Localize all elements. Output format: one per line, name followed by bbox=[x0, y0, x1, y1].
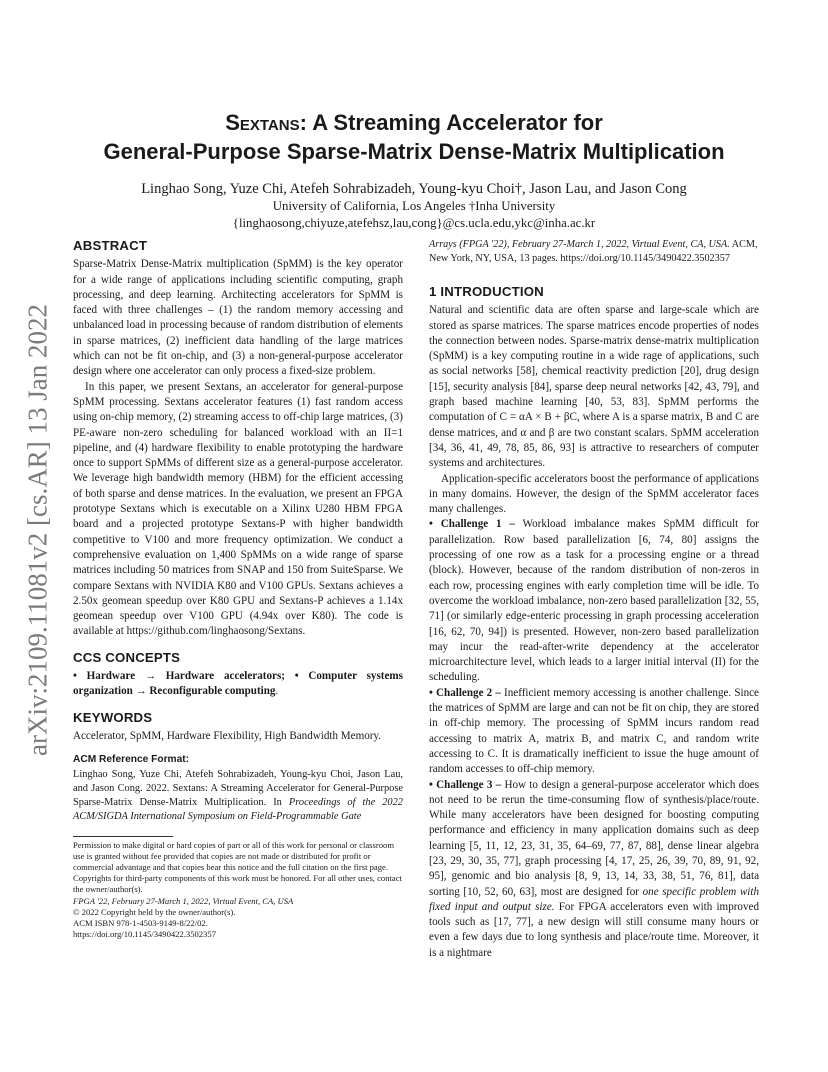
permission-notice: Permission to make digital or hard copies of part or all of this work for personal or classroom use is granted without fee provided that copies are not made or distributed for profit or commercial advantage and that copies bear this notice and the full citation on the first page. Copyrights for third-party components of this work must be honored. For all other uses, contact the owner/author(s). bbox=[73, 839, 402, 895]
challenge-1-text: Workload imbalance makes SpMM difficult for parallelization. Row based parallelization [6, 74, 80] assigns the processing of one row as a task for a processing engine or a thread (block). However, because of the random distribution of non-zeros in each row, processing engines with early completion time will be idle. To overcome the workload imbalance, non-zero based parallelization [32, 55, 71] (or similarly edge-enteric processing in graph processing acceleration [16, 62, 70, 94]) is presented. However, non-zero based parallelization may incur the read-after-write dependency at the accelerator microarchitecture level, which leads to a larger initial interval (II) for the scheduling. bbox=[429, 518, 759, 684]
ccs-heading: CCS CONCEPTS bbox=[73, 649, 181, 665]
challenge-3 bbox=[429, 778, 759, 962]
challenge-3-label: • Challenge 3 – bbox=[429, 778, 502, 791]
title-block bbox=[72, 108, 756, 232]
emails: {linghaosong,chiyuze,atefehsz,lau,cong}@cs.ucla.edu,ykc@inha.ac.kr bbox=[232, 216, 596, 230]
challenge-3-text: How to design a general-purpose accelerator which does not need to be rerun the time-consuming flow of synthesis/place/route. While many accelerators have been designed for boosting computing performance and efficiency in many application domains such as deep learning [5, 11, 12, 23, 31, 35, 64–69, 77, 87, 88], dense linear algebra [23, 29, 30, 35, 77], graph processing [4, 17, 25, 26, 39, 70, 89, 91, 92, 95], genomic and bio analysis [8, 9, 13, 14, 33, 38, 51, 76, 81], data sorting [10, 52, 60, 63], most are designed for bbox=[429, 778, 759, 898]
challenge-1 bbox=[429, 517, 759, 685]
ccs-hardware: • Hardware → Hardware accelerators bbox=[73, 670, 282, 683]
footnote bbox=[73, 840, 403, 941]
challenge-3-italic: one specific problem with fixed input and output size. bbox=[429, 885, 759, 913]
abstract-heading: ABSTRACT bbox=[73, 238, 148, 253]
acm-ref-cont-venue: Arrays (FPGA '22), February 27-March 1, 2022, Virtual Event, CA, USA. bbox=[429, 239, 730, 250]
footnote-doi: https://doi.org/10.1145/3490422.3502357 bbox=[73, 929, 216, 940]
paper-title bbox=[72, 108, 756, 166]
challenge-2-label: • Challenge 2 – bbox=[429, 686, 501, 699]
keywords-text: Accelerator, SpMM, Hardware Flexibility, High Bandwidth Memory. bbox=[73, 729, 382, 742]
challenge-1-label: • Challenge 1 – bbox=[429, 518, 515, 531]
intro-paragraph-2: Application-specific accelerators boost the performance of applications in many domains. However, the design of the SpMM accelerator faces many challenges. bbox=[429, 472, 759, 516]
affiliation: University of California, Los Angeles †Inha University bbox=[272, 199, 556, 213]
acm-ref-venue: Proceedings of the 2022 ACM/SIGDA International Symposium on Field-Programmable Gate bbox=[73, 796, 403, 822]
abstract-paragraph-1: Sparse-Matrix Dense-Matrix multiplication (SpMM) is the key operator for a wide range of applications including scientific computing, graph processing, and deep learning. Architecting accelerators for SpMM is faced with three challenges – (1) the random memory accessing and unbalanced load in processing because of random distribution of elements in sparse matrices, (2) inefficient data handling of the large matrices which can not be fit on-chip, and (3) a non-general-purpose accelerator design where one accelerator can only process a fixed-size problem. bbox=[73, 258, 403, 378]
footnote-conference: FPGA '22, February 27-March 1, 2022, Virtual Event, CA, USA bbox=[73, 895, 294, 906]
arxiv-sidebar bbox=[12, 280, 64, 780]
footnote-copyright: © 2022 Copyright held by the owner/author(s). bbox=[73, 906, 236, 917]
ccs-end: . bbox=[275, 685, 279, 698]
acm-ref-cont-rest: ACM, New York, NY, USA, 13 pages. https://doi.org/10.1145/3490422.3502357 bbox=[429, 239, 758, 264]
challenge-3-tail: For FPGA accelerators even with improved tools such as [17, 77], a new design will still consume many hours or even a few days due to long synthesis and place/route time. Moreover, it is a nightmare bbox=[429, 900, 759, 959]
intro-heading: 1 INTRODUCTION bbox=[429, 284, 544, 299]
acm-ref-heading: ACM Reference Format: bbox=[73, 754, 190, 766]
acm-ref-continued bbox=[429, 238, 759, 266]
keywords-heading: KEYWORDS bbox=[73, 709, 153, 725]
challenge-2 bbox=[429, 686, 759, 778]
ccs-systems: ; • Computer systems organization → Reconfigurable computing bbox=[73, 670, 403, 698]
title-line2: General-Purpose Sparse-Matrix Dense-Matrix Multiplication bbox=[103, 139, 725, 164]
left-column bbox=[73, 238, 403, 940]
challenge-2-text: Inefficient memory accessing is another challenge. Since the matrices of SpMM are large and can not be fit on chip, they are stored in off-chip memory. The processing of SpMM incurs random read accessing to matrix A, matrix B, and matrix C, and random write accessing to C. It is dramatically inefficient to issue the huge amount of random accesses to off-chip memory. bbox=[429, 686, 759, 776]
title-system-name: Sextans bbox=[225, 110, 300, 135]
acm-ref-body: Linghao Song, Yuze Chi, Atefeh Sohrabizadeh, Young-kyu Choi, Jason Lau, and Jason Cong. 2022. Sextans: A Streaming Accelerator for General-Purpose Sparse-Matrix Dense-Matrix Multiplication. In bbox=[73, 768, 403, 808]
acm-ref-text bbox=[73, 768, 403, 824]
abstract-paragraph-2: In this paper, we present Sextans, an accelerator for general-purpose SpMM processing. Sextans accelerator features (1) fast random access using on-chip memory, (2) streaming access to off-chip large matrices, (3) PE-aware non-zero scheduling for balanced workload with an II=1 pipeline, and (4) hardware flexibility to enable prototyping the hardware once to support SpMMs of different size as a general-purpose accelerator. We leverage high bandwidth memory (HBM) for the efficient accessing of both sparse and dense matrices. In the evaluation, we present an FPGA prototype Sextans which is executable on a Xilinx U280 HBM FPGA board and a projected prototype Sextans-P with higher bandwidth competitive to V100 and more frequency optimization. We conduct a comprehensive evaluation on 1,400 SpMMs on a wide range of sparse matrices including 50 matrices from SNAP and 150 from SuiteSparse. We compare Sextans with NVIDIA K80 and V100 GPUs. Sextans achieves a 2.50x geomean speedup over K80 GPU and Sextans-P achieves a 1.14x geomean speedup over V100 GPU (4.94x over K80). The code is available at https://github.com/linghaosong/Sextans. bbox=[73, 380, 403, 638]
arxiv-identifier: arXiv:2109.11081v2 [cs.AR] 13 Jan 2022 bbox=[22, 304, 53, 756]
ccs-text bbox=[73, 669, 403, 700]
footnote-rule bbox=[73, 836, 173, 837]
right-column bbox=[429, 238, 759, 961]
title-line1-rest: : A Streaming Accelerator for bbox=[299, 110, 603, 135]
authors: Linghao Song, Yuze Chi, Atefeh Sohrabizadeh, Young-kyu Choi†, Jason Lau, and Jason Cong bbox=[141, 181, 687, 197]
footnote-isbn: ACM ISBN 978-1-4503-9149-8/22/02. bbox=[73, 917, 208, 928]
intro-paragraph-1: Natural and scientific data are often sparse and large-scale which are stored as sparse matrices. The sparse matrices encode properties of nodes the connection between nodes. Sparse-matrix dense-matrix multiplication (SpMM) is a key computing routine in a wide rage of applications, such as social networks [58], chemical reactivity prediction [20], drug design [15], security analysis [84], sparse deep neural networks [42, 43, 79], and graph based machine learning [40, 53, 83]. SpMM performs the computation of C = αA × B + βC, where A is a sparse matrix, B and C are dense matrices, and α and β are two constant scalars. SpMM acceleration [34, 36, 41, 49, 78, 85, 86, 93] is attractive to researchers of computer systems and architectures. bbox=[429, 304, 759, 470]
